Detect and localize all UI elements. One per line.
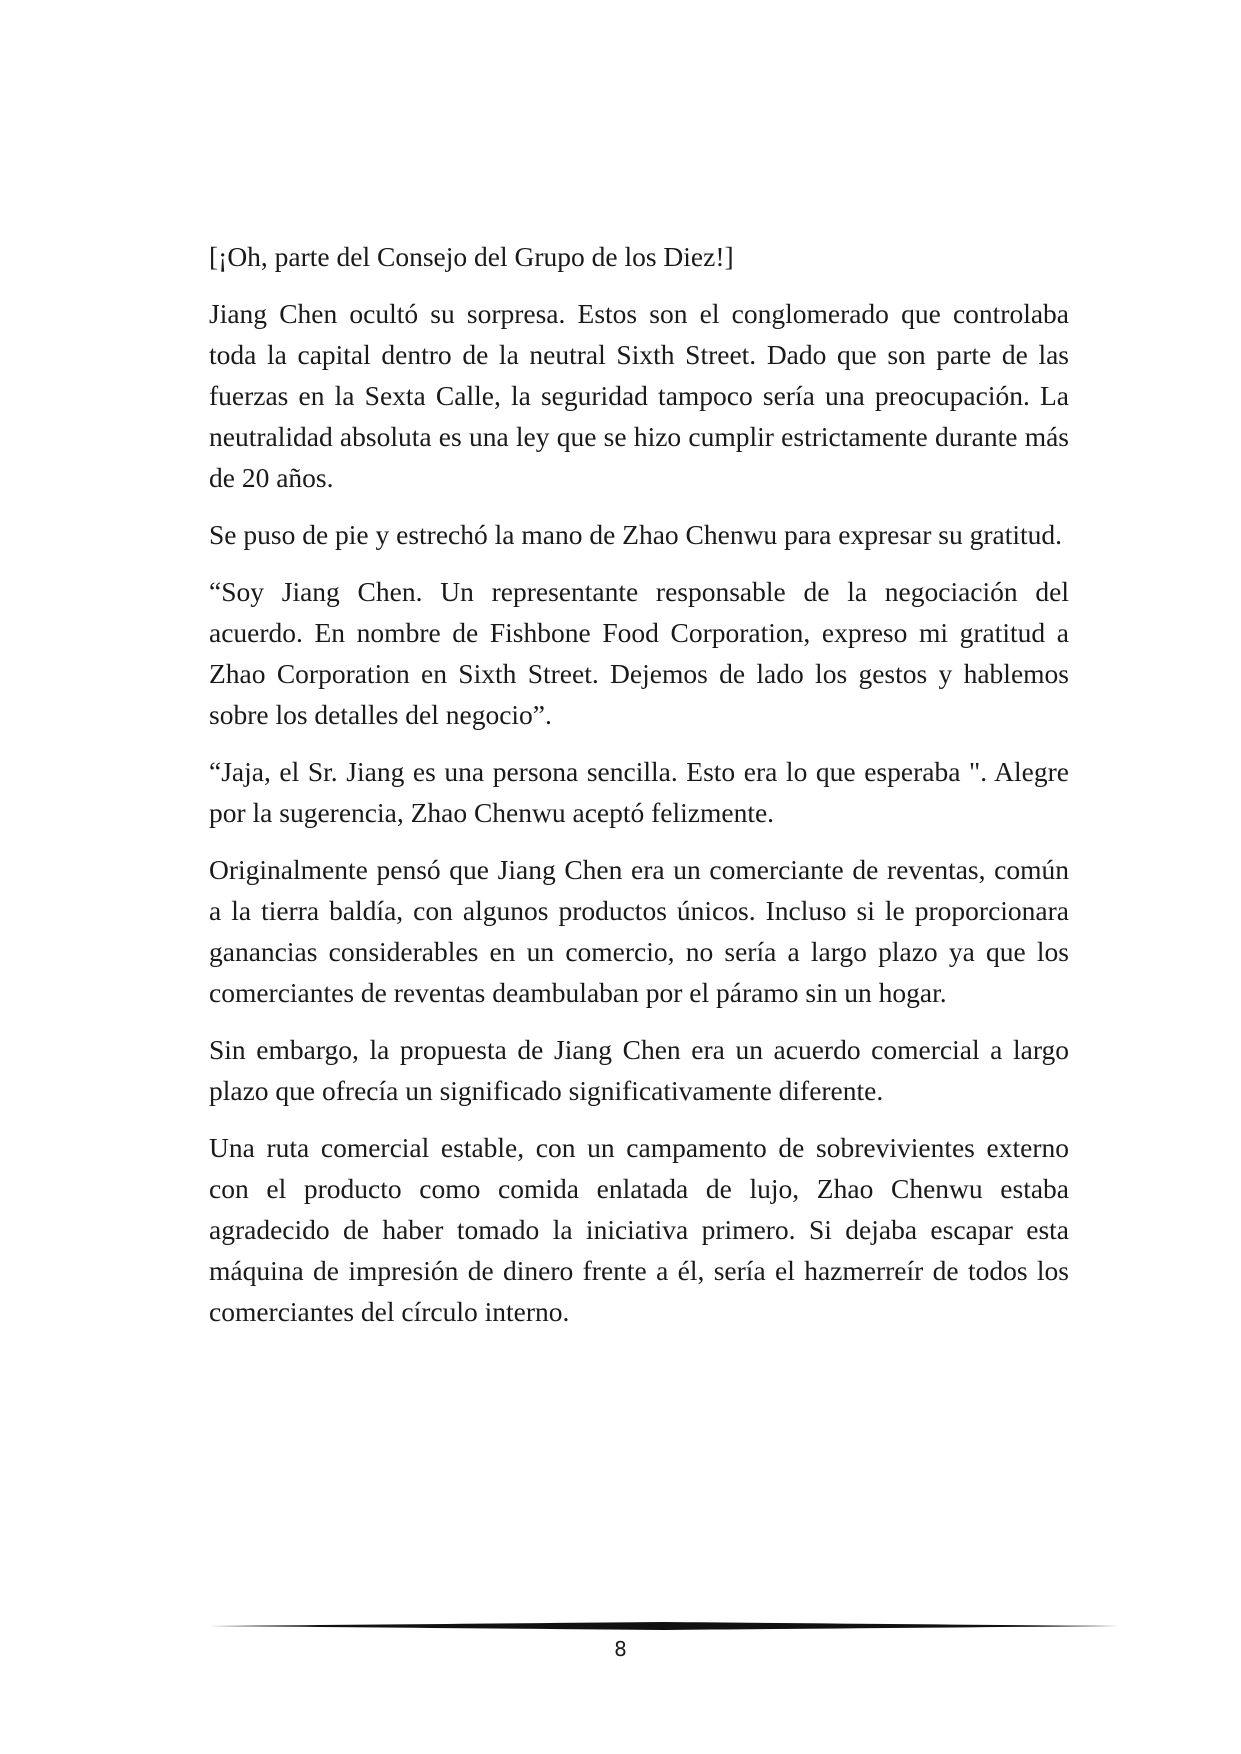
paragraph-heading-quote: [¡Oh, parte del Consejo del Grupo de los Diez!] bbox=[209, 241, 734, 272]
page-number: 8 bbox=[614, 1637, 627, 1661]
paragraph: “Soy Jiang Chen. Un representante responsable de la negociación del acuerdo. En nombre de Fishbone Food Corporation, expreso mi gratitud a Zhao Corporation en Sixth Street. Dejemos de lado los gestos y hablemos sobre los detalles del negocio”. bbox=[209, 576, 1069, 730]
paragraph: Jiang Chen ocultó su sorpresa. Estos son el conglomerado que controlaba toda la capital dentro de la neutral Sixth Street. Dado que son parte de las fuerzas en la Sexta Calle, la seguridad tampoco sería una preocupación. La neutralidad absoluta es una ley que se hizo cumplir estrictamente durante más de 20 años. bbox=[209, 298, 1069, 493]
paragraph: “Jaja, el Sr. Jiang es una persona sencilla. Esto era lo que esperaba ". Alegre por la sugerencia, Zhao Chenwu aceptó felizmente. bbox=[209, 756, 1069, 828]
paragraph: Originalmente pensó que Jiang Chen era un comerciante de reventas, común a la tierra baldía, con algunos productos únicos. Incluso si le proporcionara ganancias considerables en un comercio, no sería a largo plazo ya que los comerciantes de reventas deambulaban por el páramo sin un hogar. bbox=[209, 854, 1069, 1008]
footer-divider bbox=[209, 1618, 1119, 1634]
paragraph: Se puso de pie y estrechó la mano de Zhao Chenwu para expresar su gratitud. bbox=[209, 519, 1062, 550]
paragraph: Sin embargo, la propuesta de Jiang Chen era un acuerdo comercial a largo plazo que ofrecía un significado significativamente diferente. bbox=[209, 1034, 1069, 1106]
body-text bbox=[209, 236, 1069, 1348]
paragraph: Una ruta comercial estable, con un campamento de sobrevivientes externo con el producto como comida enlatada de lujo, Zhao Chenwu estaba agradecido de haber tomado la iniciativa primero. Si dejaba escapar esta máquina de impresión de dinero frente a él, sería el hazmerreír de todos los comerciantes del círculo interno. bbox=[209, 1132, 1069, 1327]
